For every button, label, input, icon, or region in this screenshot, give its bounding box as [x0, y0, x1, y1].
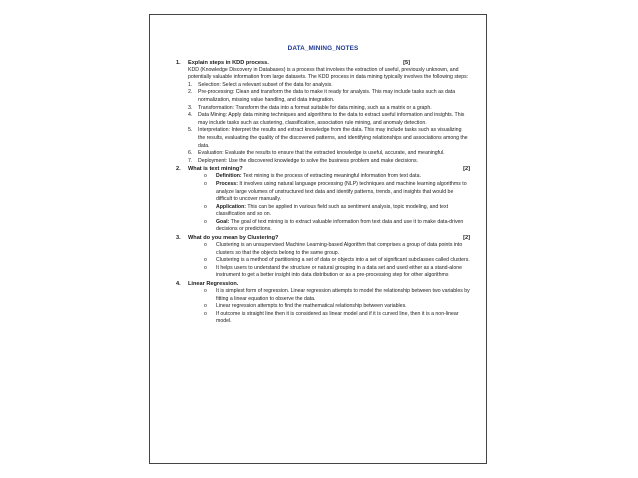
bullet-marker: o	[204, 242, 207, 249]
list-item	[204, 219, 470, 234]
question-text: Explain steps in KDD process.	[188, 59, 269, 66]
question-1-heading	[176, 59, 470, 67]
list-item	[204, 265, 470, 280]
question-text: Linear Regression.	[188, 281, 239, 288]
question-number: 3.	[176, 235, 181, 242]
point-text: Clustering is an unsupervised Machine Learning-based Algorithm that comprises a group of data points into clusters so that the objects belong to the same group.	[216, 242, 463, 256]
step-text: Selection: Select a relevant subset of the data for analysis.	[198, 81, 333, 88]
list-item	[188, 105, 470, 113]
bullet-marker: o	[204, 180, 207, 187]
point-label: Goal:	[216, 218, 230, 225]
step-number: 5.	[188, 127, 193, 134]
question-marks: [5]	[403, 59, 410, 66]
step-text: Evaluation: Evaluate the results to ensure that the extracted knowledge is useful, accurate, and meaningful.	[198, 150, 445, 157]
point-text: If outcome is straight line then it is considered as linear model and if it is curved line, then it is a non-linear model.	[216, 310, 459, 325]
list-item	[188, 127, 470, 150]
point-text: Clustering is a method of partitioning a set of data or objects into a set of significant subclasses called clusters.	[216, 257, 470, 264]
list-item	[204, 181, 470, 204]
step-text: Data Mining: Apply data mining techniques and algorithms to the data to extract useful information and insights. This may include tasks such as clustering, classification, association rule mining, and anomaly detection.	[198, 112, 465, 126]
step-text: Pre-processing: Clean and transform the data to make it ready for analysis. This may include tasks such as data normalization, missing value handling, and data integration.	[198, 89, 456, 103]
question-1-intro: KDD (Knowledge Discovery in Databases) is a process that involves the extraction of useful, previously unknown, and potentially valuable information from large datasets. The KDD process in data mining typically involves the following steps:	[188, 66, 469, 81]
question-marks: [2]	[463, 235, 470, 242]
point-text: It is simplest form of regression. Linear regression attempts to model the relationship between two variables by fitting a linear equation to observe the data.	[216, 288, 470, 302]
step-number: 6.	[188, 150, 193, 157]
question-text: What is text mining?	[188, 166, 243, 173]
bullet-marker: o	[204, 303, 207, 310]
question-number: 1.	[176, 59, 181, 66]
question-4-heading	[176, 280, 470, 288]
step-number: 7.	[188, 157, 193, 164]
bullet-marker: o	[204, 257, 207, 264]
step-text: Interpretation: Interpret the results and extract knowledge from the data. This may include tasks such as visualizing the results, evaluating the quality of the discovered patterns, and identifying relationships and associations among the data.	[198, 127, 468, 149]
kdd-steps-list	[188, 82, 470, 166]
bullet-marker: o	[204, 203, 207, 210]
list-item	[188, 89, 470, 104]
point-text: It involves using natural language processing (NLP) techniques and machine learning algorithms to analyze large volumes of unstructured text data and identify patterns, trends, and insights that would be difficult to uncover manually.	[216, 180, 467, 203]
point-text: Linear regression attempts to find the mathematical relationship between variables.	[216, 303, 407, 310]
bullet-marker: o	[204, 173, 207, 180]
list-item	[188, 112, 470, 127]
point-label: Process:	[216, 180, 238, 187]
clustering-list	[204, 242, 470, 280]
question-2-heading	[176, 165, 470, 173]
text-mining-list	[204, 173, 470, 234]
point-text: This can be applied in various field such as sentiment analysis, topic modeling, and text classification and so on.	[216, 203, 449, 218]
document-page	[149, 14, 487, 464]
list-item	[204, 257, 470, 265]
list-item	[188, 82, 470, 90]
step-text: Transformation: Transform the data into a format suitable for data mining, such as a matrix or a graph.	[198, 104, 432, 111]
step-number: 1.	[188, 81, 193, 88]
point-label: Definition:	[216, 173, 242, 180]
bullet-marker: o	[204, 218, 207, 225]
step-number: 2.	[188, 89, 193, 96]
list-item	[204, 311, 470, 326]
point-text: It helps users to understand the structure or natural grouping in a data set and used either as a stand-alone instrument to get a better insight into data distribution or as a pre-processing step for other algorithms	[216, 264, 462, 279]
list-item	[188, 158, 470, 166]
question-number: 2.	[176, 166, 181, 173]
point-label: Application:	[216, 203, 246, 210]
question-number: 4.	[176, 281, 181, 288]
question-marks: [2]	[463, 166, 470, 173]
list-item	[188, 150, 470, 158]
list-item	[204, 173, 470, 181]
list-item	[204, 303, 470, 311]
list-item	[204, 204, 470, 219]
bullet-marker: o	[204, 264, 207, 271]
point-text: Text mining is the process of extracting meaningful information from text data.	[241, 173, 421, 180]
step-number: 3.	[188, 104, 193, 111]
list-item	[204, 242, 470, 257]
list-item	[204, 288, 470, 303]
point-text: The goal of text mining is to extract valuable information from text data and use it to make data-driven decisions or predictions.	[216, 218, 464, 233]
question-text: What do you mean by Clustering?	[188, 235, 279, 242]
question-3-heading	[176, 234, 470, 242]
bullet-marker: o	[204, 288, 207, 295]
step-number: 4.	[188, 112, 193, 119]
linear-regression-list	[204, 288, 470, 326]
document-title: DATA_MINING_NOTES	[287, 45, 359, 52]
step-text: Deployment: Use the discovered knowledge to solve the business problem and make decisions.	[198, 157, 419, 164]
bullet-marker: o	[204, 310, 207, 317]
